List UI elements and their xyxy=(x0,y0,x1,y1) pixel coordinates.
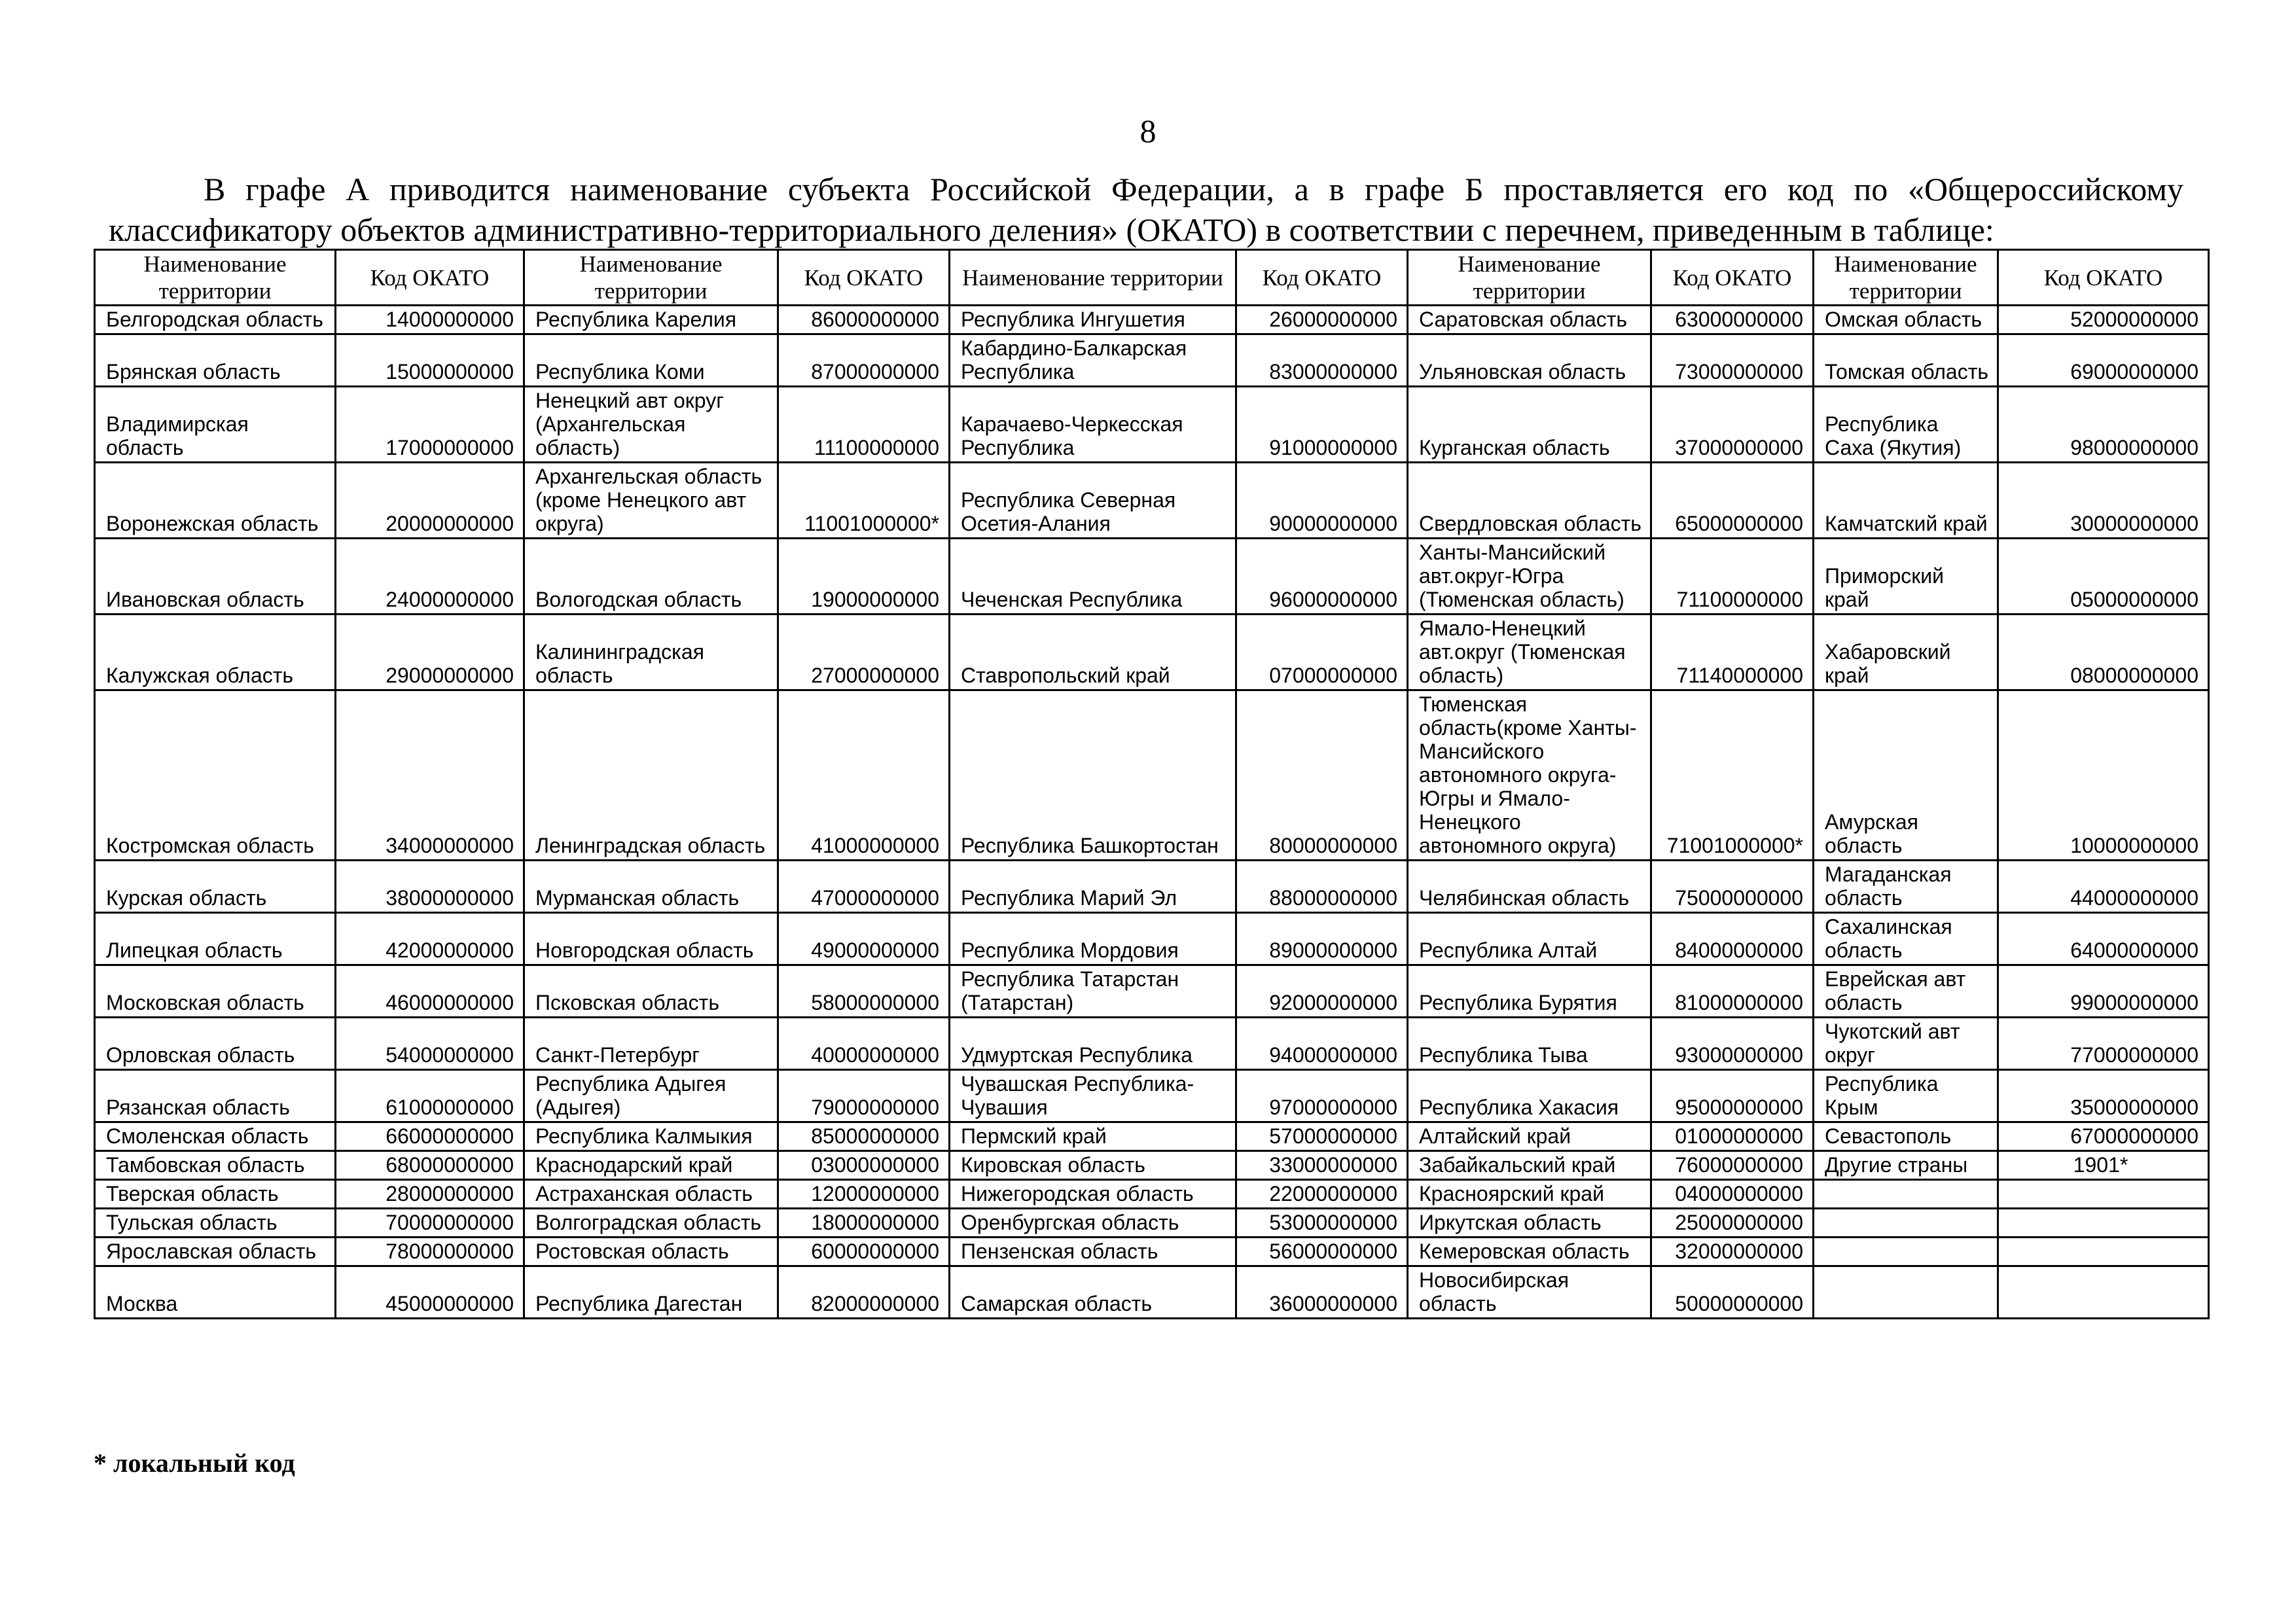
okato-code-cell: 33000000000 xyxy=(1236,1151,1408,1180)
okato-code-cell: 22000000000 xyxy=(1236,1180,1408,1209)
table-row xyxy=(95,690,2209,861)
okato-code-cell: 27000000000 xyxy=(778,615,950,690)
territory-name-cell: Кабардино-Балкарская Республика xyxy=(950,334,1236,387)
territory-name-cell: Саратовская область xyxy=(1408,306,1651,334)
table-row xyxy=(95,1070,2209,1122)
territory-name-cell: Сахалинская область xyxy=(1814,913,1998,965)
territory-name-cell: Республика Крым xyxy=(1814,1070,1998,1122)
table-header xyxy=(95,250,2209,306)
territory-name-cell: Республика Северная Осетия-Алания xyxy=(950,463,1236,539)
territory-name-cell: Республика Хакасия xyxy=(1408,1070,1651,1122)
territory-name-cell: Ямало-Ненецкий авт.округ (Тюменская область) xyxy=(1408,615,1651,690)
territory-name-cell: Новгородская область xyxy=(524,913,778,965)
table-row xyxy=(95,1180,2209,1209)
territory-name-cell: Республика Татарстан (Татарстан) xyxy=(950,965,1236,1018)
territory-name-cell: Забайкальский край xyxy=(1408,1151,1651,1180)
okato-code-cell: 28000000000 xyxy=(336,1180,524,1209)
territory-name-cell: Калужская область xyxy=(95,615,336,690)
table-row xyxy=(95,1238,2209,1266)
territory-name-cell: Рязанская область xyxy=(95,1070,336,1122)
okato-code-cell: 89000000000 xyxy=(1236,913,1408,965)
okato-code-cell: 83000000000 xyxy=(1236,334,1408,387)
okato-code-cell: 05000000000 xyxy=(1998,539,2209,615)
header-code: Код ОКАТО xyxy=(1236,250,1408,306)
okato-code-cell: 11100000000 xyxy=(778,387,950,463)
okato-code-cell: 57000000000 xyxy=(1236,1122,1408,1151)
territory-name-cell: Москва xyxy=(95,1266,336,1319)
header-code: Код ОКАТО xyxy=(1651,250,1814,306)
okato-code-cell: 50000000000 xyxy=(1651,1266,1814,1319)
territory-name-cell: Калининградская область xyxy=(524,615,778,690)
okato-code-cell: 73000000000 xyxy=(1651,334,1814,387)
okato-code-cell: 66000000000 xyxy=(336,1122,524,1151)
territory-name-cell: Самарская область xyxy=(950,1266,1236,1319)
okato-code-cell: 1901* xyxy=(1998,1151,2209,1180)
territory-name-cell: Республика Карелия xyxy=(524,306,778,334)
territory-name-cell: Ленинградская область xyxy=(524,690,778,861)
okato-code-cell: 35000000000 xyxy=(1998,1070,2209,1122)
okato-code-cell: 44000000000 xyxy=(1998,861,2209,913)
territory-name-cell: Ставропольский край xyxy=(950,615,1236,690)
okato-code-cell xyxy=(1998,1180,2209,1209)
territory-name-cell: Республика Калмыкия xyxy=(524,1122,778,1151)
territory-name-cell: Кемеровская область xyxy=(1408,1238,1651,1266)
table-row xyxy=(95,615,2209,690)
territory-name-cell: Республика Ингушетия xyxy=(950,306,1236,334)
territory-name-cell: Ненецкий авт округ (Архангельская область) xyxy=(524,387,778,463)
territory-name-cell: Псковская область xyxy=(524,965,778,1018)
territory-name-cell: Камчатский край xyxy=(1814,463,1998,539)
header-code: Код ОКАТО xyxy=(1998,250,2209,306)
territory-name-cell: Тульская область xyxy=(95,1209,336,1238)
territory-name-cell xyxy=(1814,1209,1998,1238)
okato-code-cell: 71001000000* xyxy=(1651,690,1814,861)
okato-code-cell: 20000000000 xyxy=(336,463,524,539)
territory-name-cell: Магаданская область xyxy=(1814,861,1998,913)
okato-code-cell: 38000000000 xyxy=(336,861,524,913)
okato-code-cell: 46000000000 xyxy=(336,965,524,1018)
footnote: * локальный код xyxy=(94,1448,295,1478)
territory-name-cell xyxy=(1814,1180,1998,1209)
okato-code-cell: 91000000000 xyxy=(1236,387,1408,463)
territory-name-cell: Республика Алтай xyxy=(1408,913,1651,965)
territory-name-cell: Хабаровский край xyxy=(1814,615,1998,690)
okato-code-cell: 90000000000 xyxy=(1236,463,1408,539)
okato-code-cell: 30000000000 xyxy=(1998,463,2209,539)
okato-code-cell: 85000000000 xyxy=(778,1122,950,1151)
territory-name-cell: Липецкая область xyxy=(95,913,336,965)
territory-name-cell: Еврейская авт область xyxy=(1814,965,1998,1018)
okato-code-cell: 49000000000 xyxy=(778,913,950,965)
territory-name-cell: Приморский край xyxy=(1814,539,1998,615)
okato-code-cell: 32000000000 xyxy=(1651,1238,1814,1266)
territory-name-cell: Курская область xyxy=(95,861,336,913)
header-name: Наименование территории xyxy=(950,250,1236,306)
territory-name-cell: Чеченская Республика xyxy=(950,539,1236,615)
territory-name-cell: Астраханская область xyxy=(524,1180,778,1209)
okato-code-cell: 18000000000 xyxy=(778,1209,950,1238)
header-name: Наименование территории xyxy=(524,250,778,306)
territory-name-cell: Вологодская область xyxy=(524,539,778,615)
territory-name-cell: Томская область xyxy=(1814,334,1998,387)
okato-code-cell: 58000000000 xyxy=(778,965,950,1018)
okato-code-cell: 98000000000 xyxy=(1998,387,2209,463)
territory-name-cell: Воронежская область xyxy=(95,463,336,539)
territory-name-cell xyxy=(1814,1266,1998,1319)
okato-code-cell: 64000000000 xyxy=(1998,913,2209,965)
okato-code-cell xyxy=(1998,1266,2209,1319)
okato-code-cell: 25000000000 xyxy=(1651,1209,1814,1238)
territory-name-cell: Республика Марий Эл xyxy=(950,861,1236,913)
territory-name-cell: Другие страны xyxy=(1814,1151,1998,1180)
territory-name-cell: Омская область xyxy=(1814,306,1998,334)
okato-code-cell: 47000000000 xyxy=(778,861,950,913)
territory-name-cell: Амурская область xyxy=(1814,690,1998,861)
table-body xyxy=(95,306,2209,1319)
page-number: 8 xyxy=(1139,113,1157,149)
header-code: Код ОКАТО xyxy=(336,250,524,306)
okato-code-cell: 76000000000 xyxy=(1651,1151,1814,1180)
okato-code-cell: 80000000000 xyxy=(1236,690,1408,861)
territory-name-cell: Челябинская область xyxy=(1408,861,1651,913)
table-row xyxy=(95,861,2209,913)
okato-code-cell: 75000000000 xyxy=(1651,861,1814,913)
header-code: Код ОКАТО xyxy=(778,250,950,306)
territory-name-cell: Кировская область xyxy=(950,1151,1236,1180)
territory-name-cell: Республика Коми xyxy=(524,334,778,387)
territory-name-cell: Республика Тыва xyxy=(1408,1018,1651,1070)
territory-name-cell: Владимирская область xyxy=(95,387,336,463)
table-row xyxy=(95,334,2209,387)
okato-code-cell: 29000000000 xyxy=(336,615,524,690)
okato-code-cell xyxy=(1998,1209,2209,1238)
okato-code-cell: 81000000000 xyxy=(1651,965,1814,1018)
territory-name-cell: Республика Башкортостан xyxy=(950,690,1236,861)
okato-code-cell: 63000000000 xyxy=(1651,306,1814,334)
okato-code-cell: 34000000000 xyxy=(336,690,524,861)
territory-name-cell: Смоленская область xyxy=(95,1122,336,1151)
table-row xyxy=(95,463,2209,539)
okato-code-cell: 97000000000 xyxy=(1236,1070,1408,1122)
territory-name-cell: Иркутская область xyxy=(1408,1209,1651,1238)
okato-code-cell: 82000000000 xyxy=(778,1266,950,1319)
okato-code-cell: 03000000000 xyxy=(778,1151,950,1180)
okato-code-cell: 26000000000 xyxy=(1236,306,1408,334)
okato-code-cell: 10000000000 xyxy=(1998,690,2209,861)
territory-name-cell: Ханты-Мансийский авт.округ-Югра (Тюменская область) xyxy=(1408,539,1651,615)
okato-code-cell: 41000000000 xyxy=(778,690,950,861)
table-row xyxy=(95,387,2209,463)
territory-name-cell xyxy=(1814,1238,1998,1266)
territory-name-cell: Свердловская область xyxy=(1408,463,1651,539)
okato-code-cell: 11001000000* xyxy=(778,463,950,539)
okato-code-cell: 14000000000 xyxy=(336,306,524,334)
territory-name-cell: Севастополь xyxy=(1814,1122,1998,1151)
header-name: Наименование территории xyxy=(95,250,336,306)
okato-code-cell: 69000000000 xyxy=(1998,334,2209,387)
okato-code-cell: 17000000000 xyxy=(336,387,524,463)
territory-name-cell: Ивановская область xyxy=(95,539,336,615)
okato-code-cell: 60000000000 xyxy=(778,1238,950,1266)
okato-code-cell: 01000000000 xyxy=(1651,1122,1814,1151)
territory-name-cell: Краснодарский край xyxy=(524,1151,778,1180)
okato-code-cell: 36000000000 xyxy=(1236,1266,1408,1319)
territory-name-cell: Белгородская область xyxy=(95,306,336,334)
okato-code-cell: 61000000000 xyxy=(336,1070,524,1122)
okato-code-cell: 45000000000 xyxy=(336,1266,524,1319)
okato-code-cell: 78000000000 xyxy=(336,1238,524,1266)
okato-code-cell: 99000000000 xyxy=(1998,965,2209,1018)
territory-name-cell: Тюменская область(кроме Ханты-Мансийского автономного округа-Югры и Ямало-Ненецкого автономного округа) xyxy=(1408,690,1651,861)
okato-code-cell: 07000000000 xyxy=(1236,615,1408,690)
territory-name-cell: Костромская область xyxy=(95,690,336,861)
territory-name-cell: Брянская область xyxy=(95,334,336,387)
okato-code-cell: 67000000000 xyxy=(1998,1122,2209,1151)
okato-code-cell: 71140000000 xyxy=(1651,615,1814,690)
okato-code-cell: 24000000000 xyxy=(336,539,524,615)
okato-code-cell: 84000000000 xyxy=(1651,913,1814,965)
table-row xyxy=(95,1122,2209,1151)
territory-name-cell: Новосибирская область xyxy=(1408,1266,1651,1319)
territory-name-cell: Архангельская область (кроме Ненецкого авт округа) xyxy=(524,463,778,539)
okato-code-cell: 92000000000 xyxy=(1236,965,1408,1018)
okato-code-cell: 37000000000 xyxy=(1651,387,1814,463)
territory-name-cell: Пермский край xyxy=(950,1122,1236,1151)
table-row xyxy=(95,913,2209,965)
territory-name-cell: Тверская область xyxy=(95,1180,336,1209)
territory-name-cell: Чувашская Республика-Чувашия xyxy=(950,1070,1236,1122)
table-row xyxy=(95,306,2209,334)
territory-name-cell: Чукотский авт округ xyxy=(1814,1018,1998,1070)
territory-name-cell: Пензенская область xyxy=(950,1238,1236,1266)
okato-code-cell: 86000000000 xyxy=(778,306,950,334)
territory-name-cell: Карачаево-Черкесская Республика xyxy=(950,387,1236,463)
okato-code-cell: 68000000000 xyxy=(336,1151,524,1180)
okato-code-cell: 71100000000 xyxy=(1651,539,1814,615)
territory-name-cell: Тамбовская область xyxy=(95,1151,336,1180)
territory-name-cell: Республика Бурятия xyxy=(1408,965,1651,1018)
territory-name-cell: Мурманская область xyxy=(524,861,778,913)
okato-code-cell: 40000000000 xyxy=(778,1018,950,1070)
okato-code-cell: 77000000000 xyxy=(1998,1018,2209,1070)
table-row xyxy=(95,1151,2209,1180)
territory-name-cell: Курганская область xyxy=(1408,387,1651,463)
okato-code-cell: 12000000000 xyxy=(778,1180,950,1209)
territory-name-cell: Московская область xyxy=(95,965,336,1018)
okato-code-cell: 96000000000 xyxy=(1236,539,1408,615)
okato-table xyxy=(94,249,2210,1319)
table-row xyxy=(95,1018,2209,1070)
okato-code-cell: 53000000000 xyxy=(1236,1209,1408,1238)
territory-name-cell: Республика Мордовия xyxy=(950,913,1236,965)
okato-code-cell: 42000000000 xyxy=(336,913,524,965)
okato-code-cell: 52000000000 xyxy=(1998,306,2209,334)
territory-name-cell: Оренбургская область xyxy=(950,1209,1236,1238)
okato-code-cell: 04000000000 xyxy=(1651,1180,1814,1209)
okato-code-cell: 19000000000 xyxy=(778,539,950,615)
okato-code-cell: 70000000000 xyxy=(336,1209,524,1238)
territory-name-cell: Ульяновская область xyxy=(1408,334,1651,387)
okato-code-cell xyxy=(1998,1238,2209,1266)
table-row xyxy=(95,1209,2209,1238)
territory-name-cell: Алтайский край xyxy=(1408,1122,1651,1151)
okato-code-cell: 08000000000 xyxy=(1998,615,2209,690)
okato-code-cell: 15000000000 xyxy=(336,334,524,387)
territory-name-cell: Ярославская область xyxy=(95,1238,336,1266)
territory-name-cell: Санкт-Петербург xyxy=(524,1018,778,1070)
okato-code-cell: 87000000000 xyxy=(778,334,950,387)
table-row xyxy=(95,965,2209,1018)
table-row xyxy=(95,539,2209,615)
okato-code-cell: 88000000000 xyxy=(1236,861,1408,913)
territory-name-cell: Нижегородская область xyxy=(950,1180,1236,1209)
territory-name-cell: Республика Саха (Якутия) xyxy=(1814,387,1998,463)
territory-name-cell: Удмуртская Республика xyxy=(950,1018,1236,1070)
okato-code-cell: 54000000000 xyxy=(336,1018,524,1070)
territory-name-cell: Ростовская область xyxy=(524,1238,778,1266)
okato-code-cell: 65000000000 xyxy=(1651,463,1814,539)
okato-code-cell: 95000000000 xyxy=(1651,1070,1814,1122)
okato-code-cell: 56000000000 xyxy=(1236,1238,1408,1266)
header-name: Наименование территории xyxy=(1408,250,1651,306)
territory-name-cell: Республика Дагестан xyxy=(524,1266,778,1319)
territory-name-cell: Красноярский край xyxy=(1408,1180,1651,1209)
okato-code-cell: 94000000000 xyxy=(1236,1018,1408,1070)
okato-code-cell: 93000000000 xyxy=(1651,1018,1814,1070)
header-name: Наименование территории xyxy=(1814,250,1998,306)
okato-code-cell: 79000000000 xyxy=(778,1070,950,1122)
territory-name-cell: Орловская область xyxy=(95,1018,336,1070)
table-row xyxy=(95,1266,2209,1319)
intro-paragraph: В графе А приводится наименование субъекта Российской Федерации, а в графе Б проставляется его код по «Общероссийскому классификатору объектов административно-территориального деления» (ОКАТО) в соответствии с перечнем, приведенным в таблице: xyxy=(109,171,2183,248)
territory-name-cell: Республика Адыгея (Адыгея) xyxy=(524,1070,778,1122)
territory-name-cell: Волгоградская область xyxy=(524,1209,778,1238)
